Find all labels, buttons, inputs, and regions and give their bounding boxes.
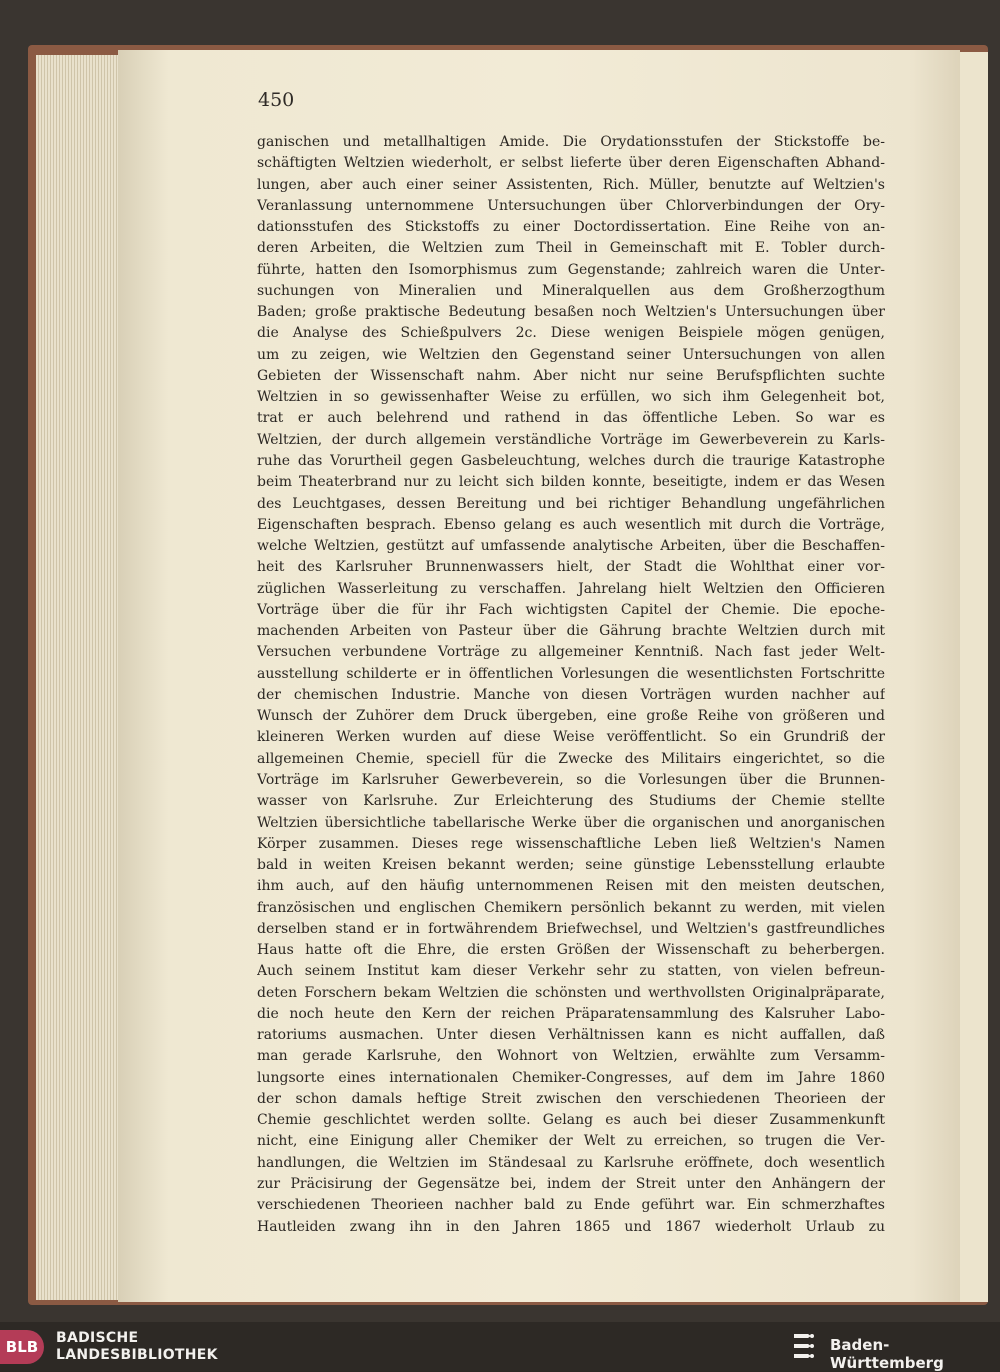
text-line: wasser von Karlsruhe. Zur Erleichterung des Studiums der Chemie stellte xyxy=(257,793,885,810)
text-line: Vorträge über die für ihr Fach wichtigsten Capitel der Chemie. Die epoche- xyxy=(257,601,885,618)
library-name-line1: BADISCHE xyxy=(56,1330,139,1346)
state-name[interactable]: Baden-Württemberg xyxy=(830,1336,944,1372)
text-line: führte, hatten den Isomorphismus zum Gegenstande; zahlreich waren die Unter- xyxy=(257,261,885,278)
text-line: des Leuchtgases, dessen Bereitung und bei richtiger Behandlung ungefährlichen xyxy=(257,495,885,512)
text-line: schäftigten Weltzien wiederholt, er selbst lieferte über deren Eigenschaften Abhand- xyxy=(257,155,885,172)
text-line: Veranlassung unternommene Untersuchungen über Chlorverbindungen der Ory- xyxy=(257,197,885,214)
text-line: Auch seinem Institut kam dieser Verkehr sehr zu statten, von vielen befreun- xyxy=(257,963,885,980)
text-line: Hautleiden zwang ihn in den Jahren 1865 und 1867 wiederholt Urlaub zu xyxy=(257,1218,885,1235)
text-line: heit des Karlsruher Brunnenwassers hielt, der Stadt die Wohlthat einer vor- xyxy=(257,559,885,576)
text-line: allgemeinen Chemie, speciell für die Zwecke des Militairs eingerichtet, so die xyxy=(257,750,885,767)
footer-bar xyxy=(0,1322,1000,1371)
text-line: derselben stand er in fortwährendem Briefwechsel, und Weltzien's gastfreundliches xyxy=(257,920,885,937)
text-line: Chemie geschlichtet werden sollte. Gelang es auch bei dieser Zusammenkunft xyxy=(257,1112,885,1129)
text-line: um zu zeigen, wie Weltzien den Gegenstand seiner Untersuchungen von allen xyxy=(257,346,885,363)
facing-page-edge xyxy=(958,52,988,1302)
text-line: deren Arbeiten, die Weltzien zum Theil in Gemeinschaft mit E. Tobler durch- xyxy=(257,240,885,257)
text-line: nicht, eine Einigung aller Chemiker der Welt zu erreichen, so trugen die Ver- xyxy=(257,1133,885,1150)
text-line: ganischen und metallhaltigen Amide. Die Orydationsstufen der Stickstoffe be- xyxy=(257,134,885,150)
text-line: Körper zusammen. Dieses rege wissenschaftliche Leben ließ Weltzien's Namen xyxy=(257,835,885,852)
text-line: Vorträge im Karlsruher Gewerbeverein, so die Vorlesungen über die Brunnen- xyxy=(257,771,885,788)
text-line: der chemischen Industrie. Manche von diesen Vorträgen wurden nachher auf xyxy=(257,686,885,703)
text-line: trat er auch belehrend und rathend in das öffentliche Leben. So war es xyxy=(257,410,885,427)
text-line: lungsorte eines internationalen Chemiker-Congresses, auf dem im Jahre 1860 xyxy=(257,1069,885,1086)
text-line: französischen und englischen Chemikern persönlich bekannt zu werden, mit vielen xyxy=(257,899,885,916)
text-line: der schon damals heftige Streit zwischen den verschiedenen Theorieen der xyxy=(257,1090,885,1107)
text-line: handlungen, die Weltzien im Ständesaal zu Karlsruhe eröffnete, doch wesentlich xyxy=(257,1154,885,1171)
text-line: verschiedenen Theorieen nachher bald zu Ende geführt war. Ein schmerzhaftes xyxy=(257,1197,885,1214)
text-line: lungen, aber auch einer seiner Assistenten, Rich. Müller, benutzte auf Weltzien's xyxy=(257,176,885,193)
text-line: Haus hatte oft die Ehre, die ersten Größen der Wissenschaft zu beherbergen. xyxy=(257,942,885,959)
text-line: man gerade Karlsruhe, den Wohnort von Weltzien, erwählte zum Versamm- xyxy=(257,1048,885,1065)
library-name[interactable] xyxy=(56,1330,218,1364)
blb-logo[interactable]: BLB xyxy=(0,1330,44,1364)
text-line: dationsstufen des Stickstoffs zu einer Doctordissertation. Eine Reihe von an- xyxy=(257,219,885,236)
text-line: welche Weltzien, gestützt auf umfassende analytische Arbeiten, über die Beschaffen- xyxy=(257,538,885,555)
page-body-text xyxy=(257,132,885,1238)
three-lions-icon xyxy=(790,1330,824,1364)
text-line: züglichen Wasserleitung zu verschaffen. Jahrelang hielt Weltzien den Officieren xyxy=(257,580,885,597)
text-line: Versuchen verbundene Vorträge zu allgemeiner Kenntniß. Nach fast jeder Welt- xyxy=(257,644,885,661)
text-line: suchungen von Mineralien und Mineralquellen aus dem Großherzogthum xyxy=(257,282,885,299)
text-line: Eigenschaften besprach. Ebenso gelang es auch wesentlich mit durch die Vorträge, xyxy=(257,516,885,533)
text-line: ausstellung schilderte er in öffentlichen Vorlesungen die wesentlichsten Fortschritte xyxy=(257,665,885,682)
text-line: die noch heute den Kern der reichen Präparatensammlung des Kalsruher Labo- xyxy=(257,1005,885,1022)
text-line: Weltzien in so gewissenhafter Weise zu erfüllen, wo sich ihm Gelegenheit bot, xyxy=(257,389,885,406)
library-name-line2: LANDESBIBLIOTHEK xyxy=(56,1347,218,1363)
page-number: 450 xyxy=(258,89,295,111)
text-line: machenden Arbeiten von Pasteur über die Gährung brachte Weltzien durch mit xyxy=(257,623,885,640)
text-line: Weltzien übersichtliche tabellarische Werke über die organischen und anorganischen xyxy=(257,814,885,831)
text-line: Wunsch der Zuhörer dem Druck übergeben, eine große Reihe von größeren und xyxy=(257,708,885,725)
text-line: ihm auch, auf den häufig unternommenen Reisen mit den meisten deutschen, xyxy=(257,878,885,895)
text-line: die Analyse des Schießpulvers 2c. Diese wenigen Beispiele mögen genügen, xyxy=(257,325,885,342)
text-line: Weltzien, der durch allgemein verständliche Vorträge im Gewerbeverein zu Karls- xyxy=(257,431,885,448)
text-line: beim Theaterbrand nur zu leicht sich bilden konnte, beseitigte, indem er das Wesen xyxy=(257,474,885,491)
text-line: Baden; große praktische Bedeutung besaßen noch Weltzien's Untersuchungen über xyxy=(257,304,885,321)
text-line: deten Forschern bekam Weltzien die schönsten und werthvollsten Originalpräparate, xyxy=(257,984,885,1001)
text-line: zur Präcisirung der Gegensätze bei, indem der Streit unter den Anhängern der xyxy=(257,1176,885,1193)
text-line: ruhe das Vorurtheil gegen Gasbeleuchtung, welches durch die traurige Katastrophe xyxy=(257,452,885,469)
text-line: Gebieten der Wissenschaft nahm. Aber nicht nur seine Berufspflichten suchte xyxy=(257,367,885,384)
text-line: bald in weiten Kreisen bekannt werden; seine günstige Lebensstellung erlaubte xyxy=(257,857,885,874)
text-line: kleineren Werken wurden auf diese Weise veröffentlicht. So ein Grundriß der xyxy=(257,729,885,746)
text-line: ratoriums ausmachen. Unter diesen Verhältnissen kann es nicht auffallen, daß xyxy=(257,1027,885,1044)
